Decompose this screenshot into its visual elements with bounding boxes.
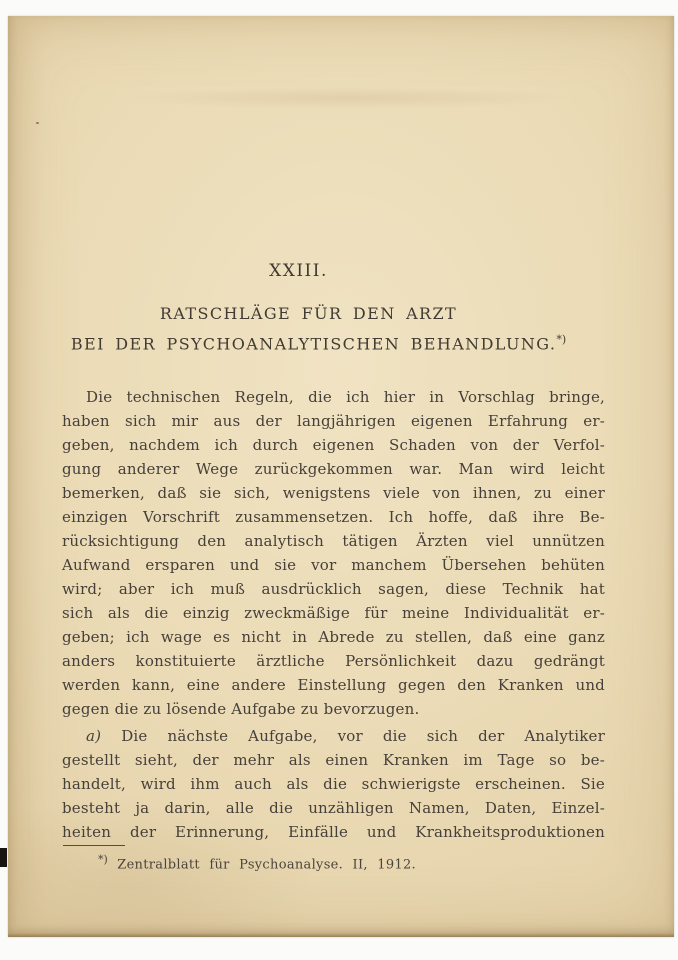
footnote	[62, 851, 605, 874]
chapter-title-line1: RATSCHLÄGE FÜR DEN ARZT	[159, 304, 458, 323]
paragraph-1	[62, 385, 605, 721]
text-line-content: Die nächste Aufgabe, vor die sich der Analytiker	[121, 727, 606, 746]
chapter-number: XXIII.	[269, 261, 328, 281]
text-line: gung anderer Wege zurückgekommen war. Man wird leicht	[62, 460, 605, 479]
chapter-title	[62, 302, 605, 356]
chapter-title-line2	[47, 328, 590, 356]
text-line: Die technischen Regeln, die ich hier in Vorschlag bringe,	[86, 388, 605, 407]
text-line: wird; aber ich muß ausdrücklich sagen, diese Technik hat	[62, 580, 605, 599]
text-line: haben sich mir aus der langjährigen eigenen Erfahrung er-	[62, 412, 605, 431]
text-line: rücksichtigung den analytisch tätigen Ärzten viel unnützen	[62, 532, 605, 551]
text-line: handelt, wird ihm auch als die schwierigste erscheinen. Sie	[62, 775, 605, 794]
chapter-title-line2-text: BEI DER PSYCHOANALYTISCHEN BEHANDLUNG.	[70, 334, 557, 354]
book-page	[8, 16, 674, 937]
text-line: geben; ich wage es nicht in Abrede zu stellen, daß eine ganz	[62, 628, 605, 647]
text-line: geben, nachdem ich durch eigenen Schaden von der Verfol-	[62, 436, 605, 455]
text-line: gestellt sieht, der mehr als einen Kranken im Tage so be-	[62, 751, 605, 770]
text-line: Aufwand ersparen und sie vor manchem Übersehen behüten	[62, 556, 605, 575]
scan-edge-artifact	[0, 848, 7, 867]
paragraph-2	[62, 724, 605, 844]
list-marker-a: a)	[86, 727, 102, 746]
text-line: anders konstituierte ärztliche Persönlichkeit dazu gedrängt	[62, 652, 605, 671]
text-line: werden kann, eine andere Einstellung gegen den Kranken und	[62, 676, 605, 695]
text-line	[62, 724, 605, 748]
footnote-marker: *)	[98, 853, 108, 867]
text-line: bemerken, daß sie sich, wenigstens viele von ihnen, zu einer	[62, 484, 605, 503]
text-line: sich als die einzig zweckmäßige für meine Individualität er-	[62, 604, 605, 623]
paper-speck	[36, 122, 39, 124]
footnote-text: Zentralblatt für Psychoanalyse. II, 1912.	[117, 857, 416, 873]
title-footnote-marker: *)	[556, 333, 567, 346]
text-line: besteht ja darin, alle die unzähligen Namen, Daten, Einzel-	[62, 799, 605, 818]
type-area	[62, 16, 605, 875]
footnote-divider	[63, 845, 125, 846]
text-line: gegen die zu lösende Aufgabe zu bevorzugen.	[62, 700, 420, 719]
text-line: einzigen Vorschrift zusammensetzen. Ich hoffe, daß ihre Be-	[62, 508, 605, 527]
text-line: heiten der Erinnerung, Einfälle und Krankheitsproduktionen	[62, 823, 605, 842]
